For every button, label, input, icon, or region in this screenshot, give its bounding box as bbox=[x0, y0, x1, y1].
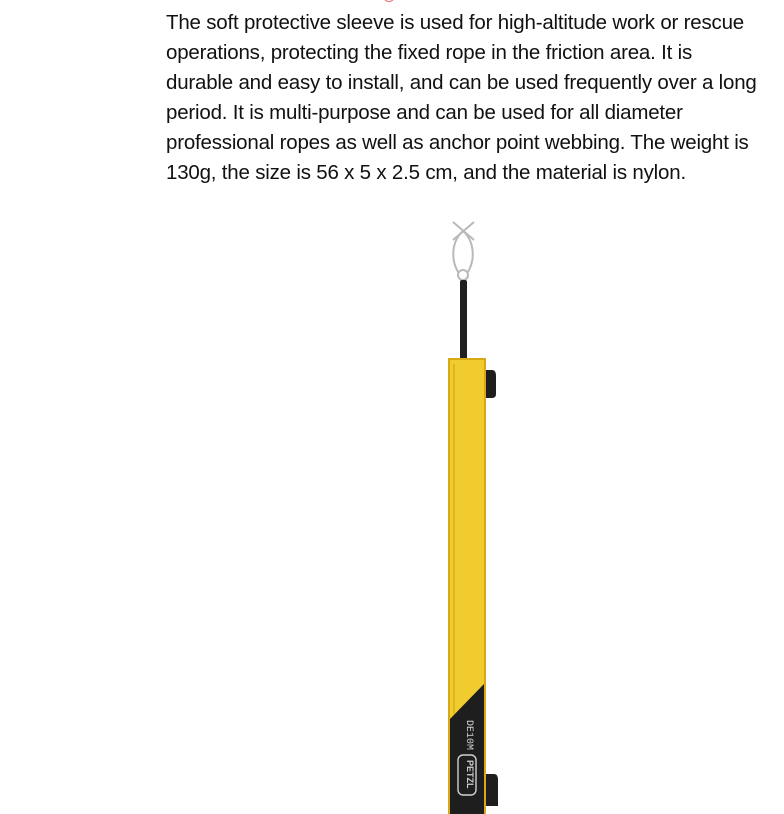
protective-sleeve-image bbox=[420, 214, 510, 814]
description-line-3: durable and easy to install, and can be used frequently over a long bbox=[166, 71, 757, 94]
bottom-side-flap bbox=[484, 774, 498, 806]
description-line-1: The soft protective sleeve is used for high-altitude work or rescue bbox=[166, 11, 744, 34]
description-line-5: professional ropes as well as anchor point webbing. The weight is bbox=[166, 131, 749, 154]
protective-sleeve-illustration bbox=[420, 214, 510, 814]
model-label: DE10M bbox=[463, 720, 474, 751]
decorative-red-mark bbox=[383, 0, 395, 2]
description-line-4: period. It is multi-purpose and can be used for all diameter bbox=[166, 101, 683, 124]
description-line-2: operations, protecting the fixed rope in the friction area. It is bbox=[166, 41, 692, 64]
wire-loop-hook bbox=[453, 222, 474, 280]
product-description bbox=[166, 8, 782, 188]
brand-label: PETZL bbox=[465, 760, 475, 789]
stitch-line bbox=[453, 364, 455, 714]
sleeve-yellow-section bbox=[450, 360, 484, 719]
black-cord bbox=[460, 280, 467, 360]
description-line-6: 130g, the size is 56 x 5 x 2.5 cm, and the material is nylon. bbox=[166, 161, 686, 184]
